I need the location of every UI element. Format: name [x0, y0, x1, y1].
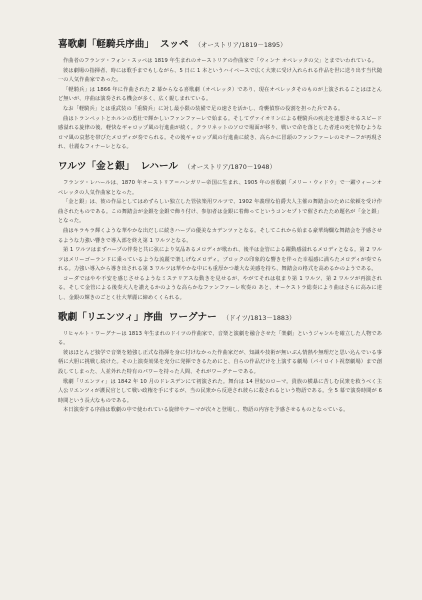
composer-dates: （オーストリア/1870－1948） [183, 162, 276, 171]
section-heading [58, 311, 382, 325]
paragraph: コーダではやや不安を感じさせるようなミステリアスな動きを見せるが、やがてそれは収まり第 1 ワルツ、第 2 ワルツが再演される。そして金管による後奏大人を讃えるかのような高らかなファンファーレ吹奏の あと、オーケストラ総奏により曲はさらに高みに達し、金銀の輝きのごとく壮大華麗に締めくくられる。 [58, 275, 382, 302]
paragraph: 「金と銀」は、彼の作品としてはめずらしい独立した管弦楽用ワルツで、1902 年義理な伯爵夫人主催の舞踏会のために依頼を受け作曲されたものである。この舞踏会が金銀を金銀で飾り付け、参加者は金銀に着飾ってというコンセプトで催されたため題名が「金と銀」となった。 [58, 199, 382, 225]
paragraph: リヒャルト・ワーグナーは 1813 年生まれのドイツの作曲家で、音楽と演劇を融合させた「楽劇」というジャンルを確立した人物である。 [58, 330, 382, 347]
paragraph: 「軽騎兵」は 1866 年に作曲された 2 幕からなる喜歌劇（オペレッタ）であり、現在オペレッタそのものが上演されることはほとんど無いが、序曲は演奏される機会が多く、広く親しまれている。 [58, 86, 382, 103]
paragraph: 作曲者のフランツ・フォン・スッペは 1819 年生まれのオーストリアの作曲家で「ウィンナ オペレッタの父」とまでいわれている。 [63, 58, 378, 64]
piece-title: ワルツ「金と銀」 [58, 160, 135, 172]
composer-dates: （オーストリア/1819－1895） [194, 41, 287, 49]
piece-title: 喜歌劇「軽騎兵序曲」 [58, 39, 154, 50]
section-heading [58, 38, 382, 52]
section-wagner [58, 311, 382, 416]
section-suppe [58, 38, 382, 153]
paragraph: 彼はほとんど独学で音楽を勉強し正式な指揮を身に付けなかった作曲家だが、知識や技術が無いぶん情熱や無理だと思い込んでいる事柄に大胆に挑戦し続けた。その上演奏効果を充分に発揮できるためにと、自らの作品だけを上演する劇場（バイロイト祝祭劇場）まで創設してしまった、人並外れた特有のパワーを持った人間、それがワーグナーである。 [58, 349, 382, 376]
section-lehar [58, 160, 382, 304]
paragraph: 曲はキラキラ輝くような華やかな出だしに続きハープの優美なカデンツァとなる。そしてこれから始まる豪華絢爛な舞踏会を予感させるような力強い響きで導入部を終え第 1 ワルツとなる。 [58, 227, 382, 244]
paragraph: 歌劇「リエンツィ」は 1842 年 10 月のドレスデンにて初演された。舞台は 14 世紀のローマ。貴族の横暴に苦しむ民衆を救うべく主人公リエンツィが護民官として戦い政権を手にするが、当の民衆から反逆され彼らに殺されるという物語である。全 5 幕で演奏時間が 6 時間という長大なものである。 [58, 378, 382, 404]
paragraph: 第 1 ワルツはまずハープの伴奏と共に弦により気品あるメロディが歌われ、後半は金管による躍動感溢れるメロディとなる。第 2 ワルツはメリーゴーランドに乗っているような流麗で楽しげなメロディ。ブロックの印象的な響きを伴った幸福感に満ちたメロディが奏でられる。力強い導入から導き出される第 3 ワルツは華やかな中にも重厚かつ雄大な美感を持ち、舞踏会の格式を高めるかのようである。 [58, 247, 382, 273]
composer-dates: （ドイツ/1813－1883） [222, 313, 296, 322]
composer-name: ワーグナー [168, 311, 217, 323]
composer-name: レハール [140, 160, 178, 172]
paragraph: 本日演奏する序曲は歌劇の中で使われている旋律やテーマが次々と登場し、物語の内容を予感させるものとなっている。 [63, 407, 349, 414]
paragraph: なお「軽騎兵」とは重武装の「重騎兵」に対し最小限の装備で足の速さを活かし、奇襲偵察の役割を担った兵である。 [63, 105, 344, 112]
paragraph: 曲はトランペットとホルンの勇壮で輝かしいファンファーレで始まる。そしてヴァイオリンによる軽騎兵の疾走を連想させるスピード感溢れる旋律の後、軽快なギャロップ風の行進曲が続く。クラリネットのソロで場面が移り、戦いで命を落とした者達の死を悼むようなロマ風の哀愁を帯びたメロディが奏でられる。その後ギャロップ風の行進曲に続き、高らかに冒頭のファンファーレのモチーフが再現され、壮麗なフィナーレとなる。 [58, 115, 382, 151]
composer-name: スッペ [159, 39, 189, 50]
paragraph: 彼は劇場の指揮者、時には歌手までもしながら、5 日に 1 本というハイペースで広く大衆に受け入れられる作品を世に送り出す当代随一の人気作曲家であった。 [58, 67, 382, 84]
paragraph: フランツ・レハールは、1870 年オーストリア＝ハンガリー帝国に生まれ、1905 年の喜歌劇「メリー・ウィドウ」で一躍ウィーンオペレッタの人気作曲家となった。 [58, 179, 382, 196]
section-heading [58, 160, 382, 174]
piece-title: 歌劇「リエンツィ」序曲 [58, 311, 163, 323]
